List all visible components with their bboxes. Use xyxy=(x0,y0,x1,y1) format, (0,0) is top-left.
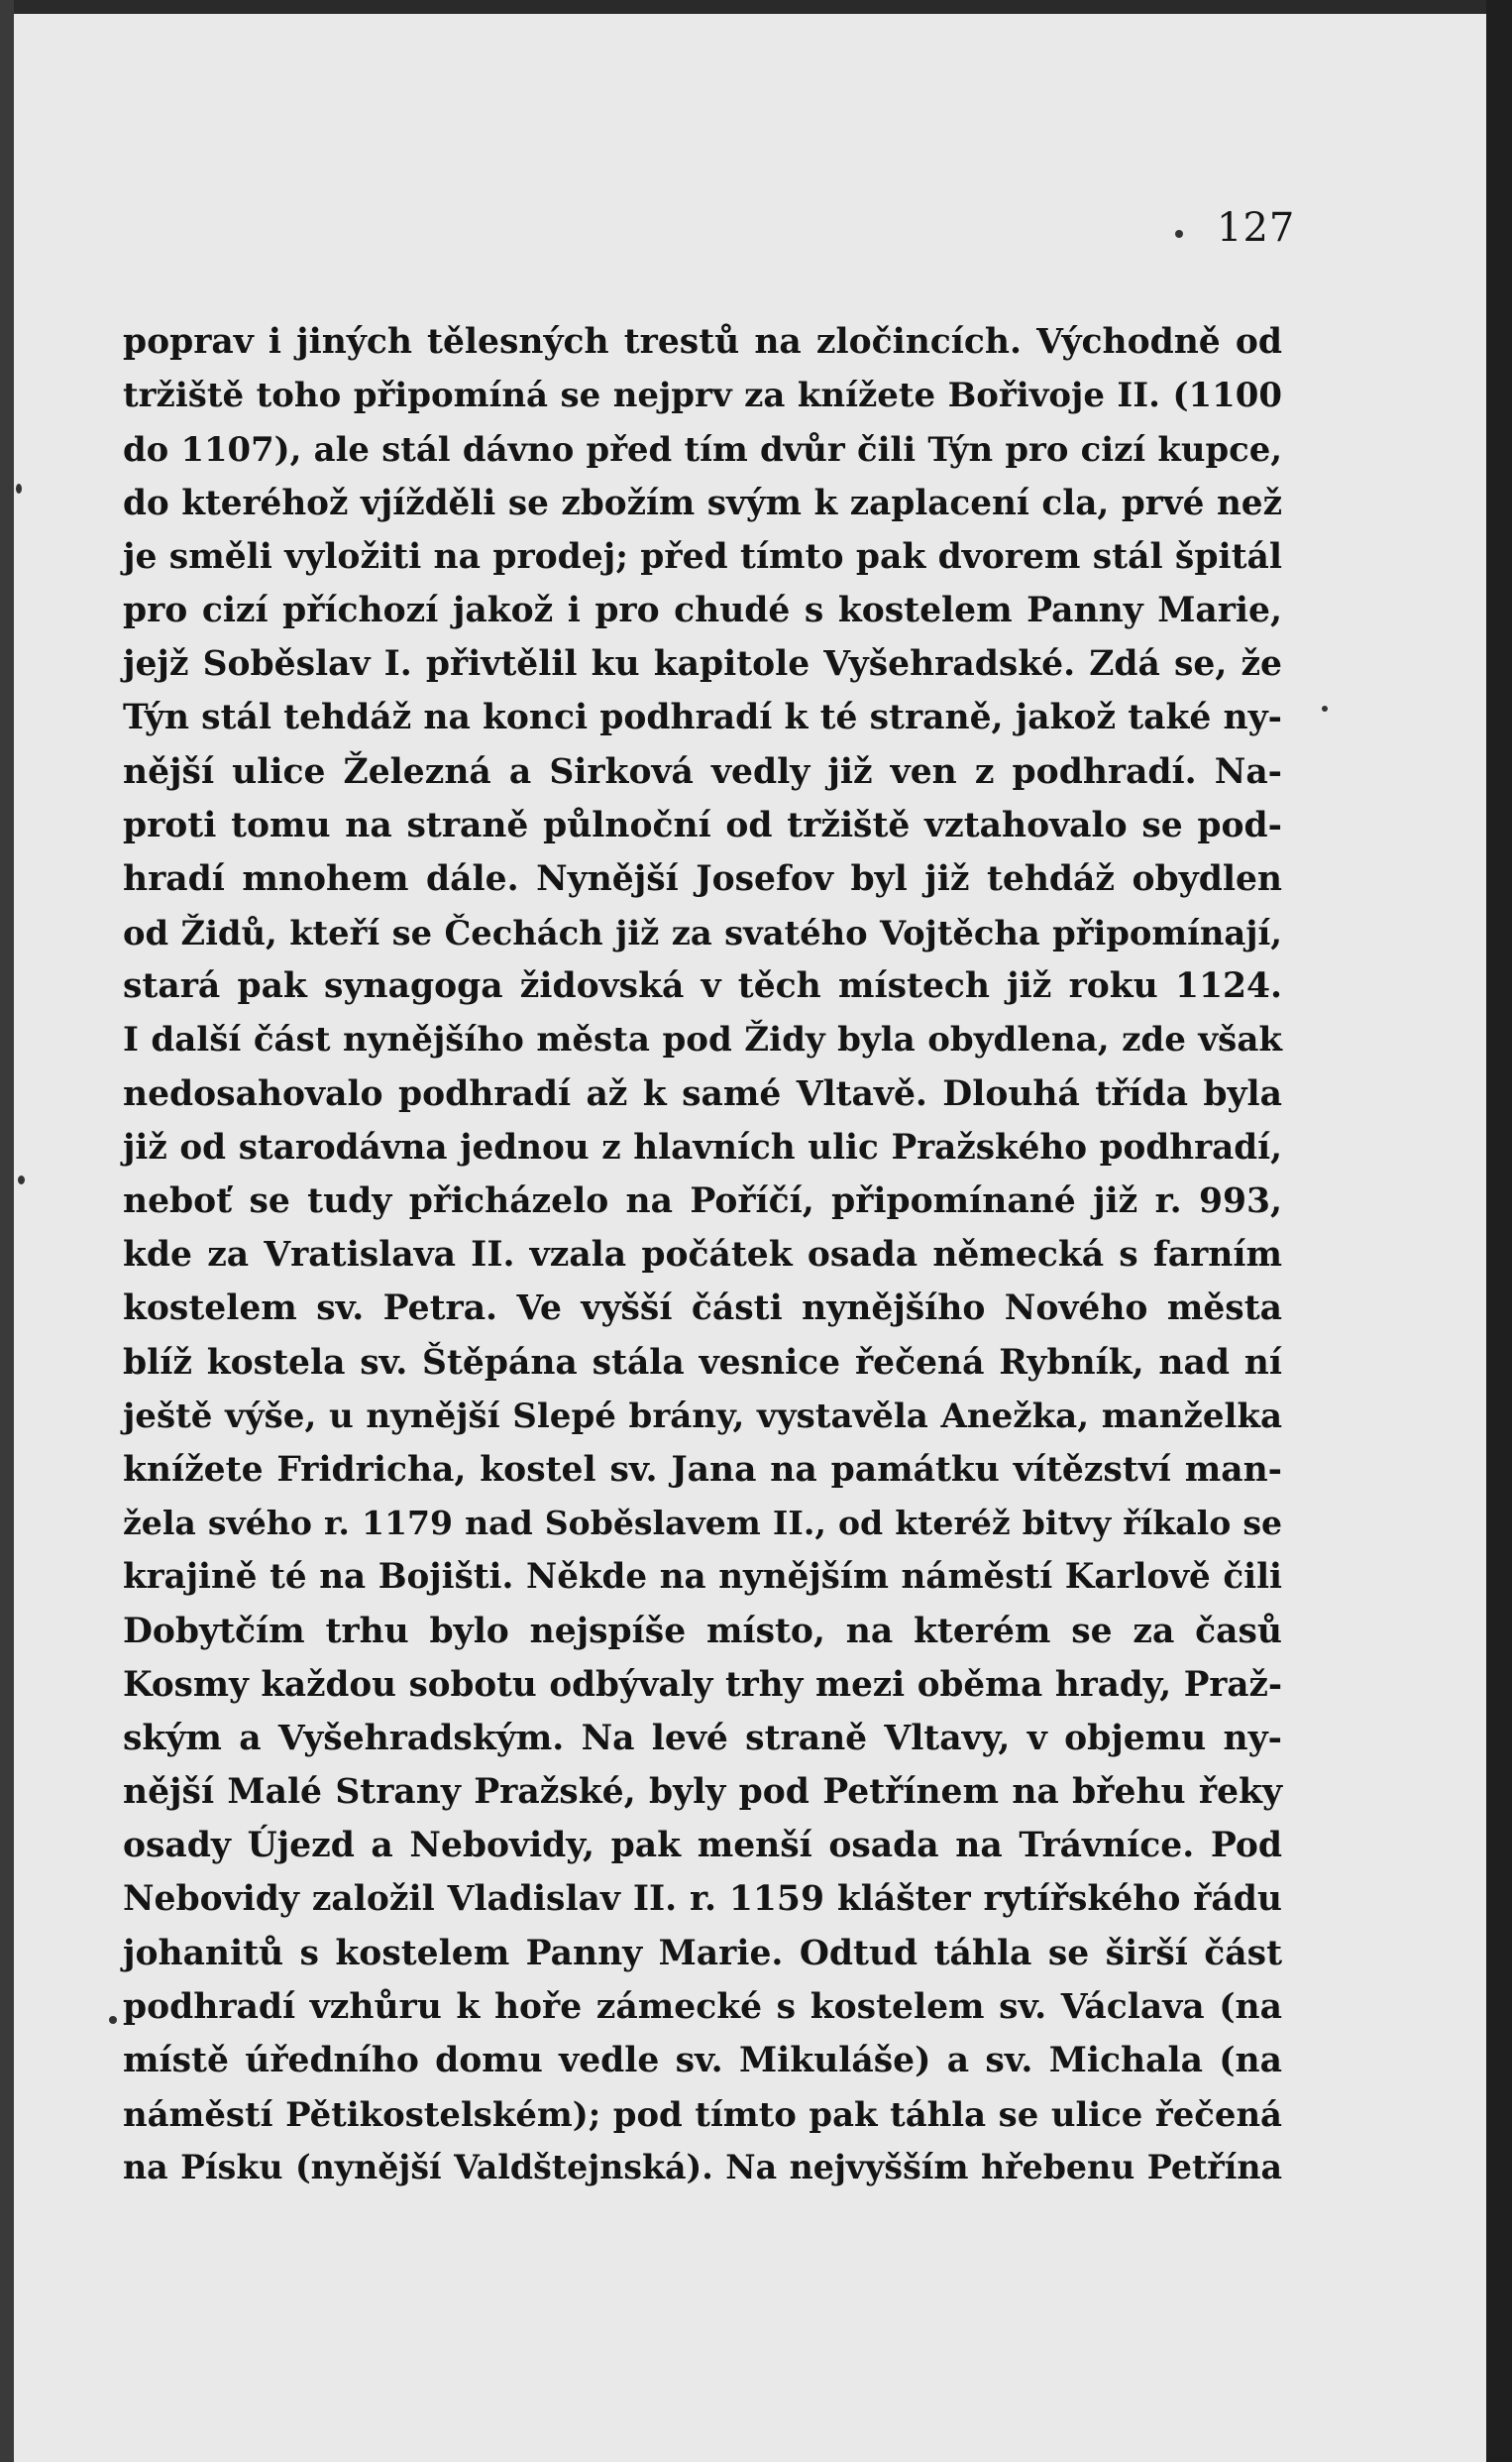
text-line: ještě výše, u nynější Slepé brány, vystavěla Anežka, manželka xyxy=(123,1396,1282,1436)
text-line: do kteréhož vjížděli se zbožím svým k zaplacení cla, prvé než xyxy=(123,483,1282,523)
text-line: proti tomu na straně půlnoční od tržiště vztahovalo se pod- xyxy=(123,805,1282,845)
text-line: neboť se tudy přicházelo na Poříčí, připomínané již r. 993, xyxy=(123,1181,1282,1221)
text-line: krajině té na Bojišti. Někde na nynějším náměstí Karlově čili xyxy=(123,1557,1282,1598)
scan-speck xyxy=(109,2016,117,2024)
scan-edge-right xyxy=(1486,0,1512,2462)
text-line: Dobytčím trhu bylo nejspíše místo, na kterém se za časů xyxy=(123,1611,1282,1651)
text-line: osady Újezd a Nebovidy, pak menší osada na Trávníce. Pod xyxy=(123,1826,1282,1866)
text-line: hradí mnohem dále. Nynější Josefov byl již tehdáž obydlen xyxy=(123,858,1282,899)
text-line: poprav i jiných tělesných trestů na zločincích. Východně od xyxy=(123,322,1282,362)
text-line: do 1107), ale stál dávno před tím dvůr čili Týn pro cizí kupce, xyxy=(123,429,1282,470)
text-line: kostelem sv. Petra. Ve vyšší části nynějšího Nového města xyxy=(123,1288,1282,1329)
text-line: kde za Vratislava II. vzala počátek osada německá s farním xyxy=(123,1235,1282,1276)
text-line: I další část nynějšího města pod Židy byla obydlena, zde však xyxy=(123,1020,1282,1061)
text-line: nedosahovalo podhradí až k samé Vltavě. Dlouhá třída byla xyxy=(123,1073,1282,1114)
text-line: stará pak synagoga židovská v těch místech již roku 1124. xyxy=(123,966,1282,1007)
text-line: pro cizí příchozí jakož i pro chudé s kostelem Panny Marie, xyxy=(123,590,1282,630)
text-line: náměstí Pětikostelském); pod tímto pak táhla se ulice řečená xyxy=(123,2094,1282,2135)
text-line: podhradí vzhůru k hoře zámecké s kostelem sv. Václava (na xyxy=(123,1986,1282,2027)
scan-speck xyxy=(1175,230,1183,238)
page-number: 127 xyxy=(1217,205,1296,251)
text-line: jejž Soběslav I. přivtělil ku kapitole Vyšehradské. Zdá se, že xyxy=(123,644,1282,685)
text-line: nější Malé Strany Pražské, byly pod Petřínem na břehu řeky xyxy=(123,1772,1282,1813)
text-line: je směli vyložiti na prodej; před tímto pak dvorem stál špitál xyxy=(123,536,1282,577)
text-line: žela svého r. 1179 nad Soběslavem II., od kteréž bitvy říkalo se xyxy=(123,1504,1282,1543)
text-line: na Písku (nynější Valdštejnská). Na nejvyšším hřebenu Petřína xyxy=(123,2148,1282,2187)
scan-edge-left xyxy=(0,0,14,2462)
scan-edge-top xyxy=(0,0,1512,14)
text-line: od Židů, kteří se Čechách již za svatého Vojtěcha připomínají, xyxy=(123,913,1282,953)
text-line: nější ulice Železná a Sirková vedly již ven z podhradí. Na- xyxy=(123,751,1282,792)
text-line: ským a Vyšehradským. Na levé straně Vltavy, v objemu ny- xyxy=(123,1718,1282,1758)
text-line: již od starodávna jednou z hlavních ulic Pražského podhradí, xyxy=(123,1127,1282,1168)
scan-speck xyxy=(18,1175,25,1184)
text-line: johanitů s kostelem Panny Marie. Odtud táhla se širší část xyxy=(123,1933,1282,1973)
text-line: tržiště toho připomíná se nejprv za knížete Bořivoje II. (1100 xyxy=(123,376,1282,416)
text-line: místě úředního domu vedle sv. Mikuláše) a sv. Michala (na xyxy=(123,2041,1282,2080)
text-line: Kosmy každou sobotu odbývaly trhy mezi oběma hrady, Praž- xyxy=(123,1664,1282,1705)
body-text xyxy=(123,315,1282,2195)
scan-speck xyxy=(1322,706,1328,712)
text-line: knížete Fridricha, kostel sv. Jana na památku vítězství man- xyxy=(123,1449,1282,1490)
text-line: Týn stál tehdáž na konci podhradí k té straně, jakož také ny- xyxy=(123,698,1282,738)
scan-speck xyxy=(16,484,22,494)
text-line: Nebovidy založil Vladislav II. r. 1159 klášter rytířského řádu xyxy=(123,1879,1282,1920)
text-line: blíž kostela sv. Štěpána stála vesnice řečená Rybník, nad ní xyxy=(123,1342,1282,1383)
